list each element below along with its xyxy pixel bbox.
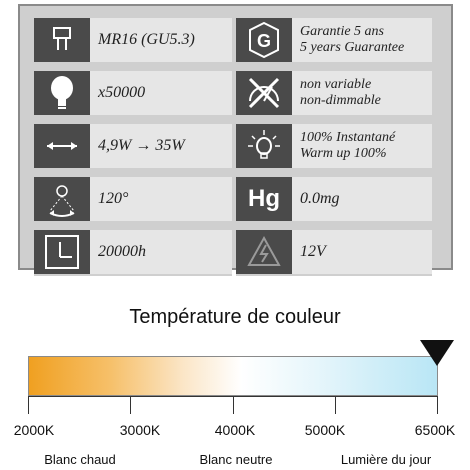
power-arrow-icon: [34, 122, 90, 170]
mercury-icon: [236, 175, 292, 223]
temperature-title: Température de couleur: [129, 306, 341, 328]
gu53-base-icon: [34, 16, 90, 64]
tick-label: 4000K: [214, 422, 256, 438]
mercury-symbol: Hg: [248, 185, 280, 212]
spec-panel: [18, 4, 453, 270]
tick-2000: [28, 396, 29, 414]
zone-label-warm: Blanc chaud: [44, 452, 116, 467]
tick-4000: [233, 396, 234, 414]
clock-icon: [34, 228, 90, 276]
spec-grid: [34, 16, 432, 276]
tick-3000: [130, 396, 131, 414]
spec-warmup: 100% Instantané Warm up 100%: [292, 122, 432, 170]
temperature-axis: [28, 396, 438, 416]
tick-label: 3000K: [119, 422, 161, 438]
spec-lifetime: 20000h: [90, 228, 232, 276]
tick-6500: [437, 396, 438, 414]
spec-base: MR16 (GU5.3): [90, 16, 232, 64]
tick-label: 6500K: [414, 422, 456, 438]
temperature-marker-icon: [420, 340, 454, 366]
spec-dimming: non variable non-dimmable: [292, 69, 432, 117]
spec-guarantee: Garantie 5 ans 5 years Guarantee: [292, 16, 432, 64]
zone-label-neutral: Blanc neutre: [199, 452, 273, 467]
spec-beam-angle: 120°: [90, 175, 232, 223]
spec-mercury: 0.0mg: [292, 175, 432, 223]
tick-label: 2000K: [13, 422, 55, 438]
spec-switching: x50000: [90, 69, 232, 117]
guarantee-g-icon: [236, 16, 292, 64]
bulb-icon: [34, 69, 90, 117]
voltage-icon: [236, 228, 292, 276]
svg-text:G: G: [256, 31, 272, 51]
tick-5000: [335, 396, 336, 414]
temperature-gradient-bar: [28, 356, 438, 396]
spec-voltage: 12V: [292, 228, 432, 276]
instant-light-icon: [236, 122, 292, 170]
spec-power: 4,9W → 35W: [90, 122, 232, 170]
zone-label-daylight: Lumière du jour: [340, 452, 432, 467]
beam-angle-icon: [34, 175, 90, 223]
non-dimmable-icon: [236, 69, 292, 117]
tick-label: 5000K: [304, 422, 346, 438]
